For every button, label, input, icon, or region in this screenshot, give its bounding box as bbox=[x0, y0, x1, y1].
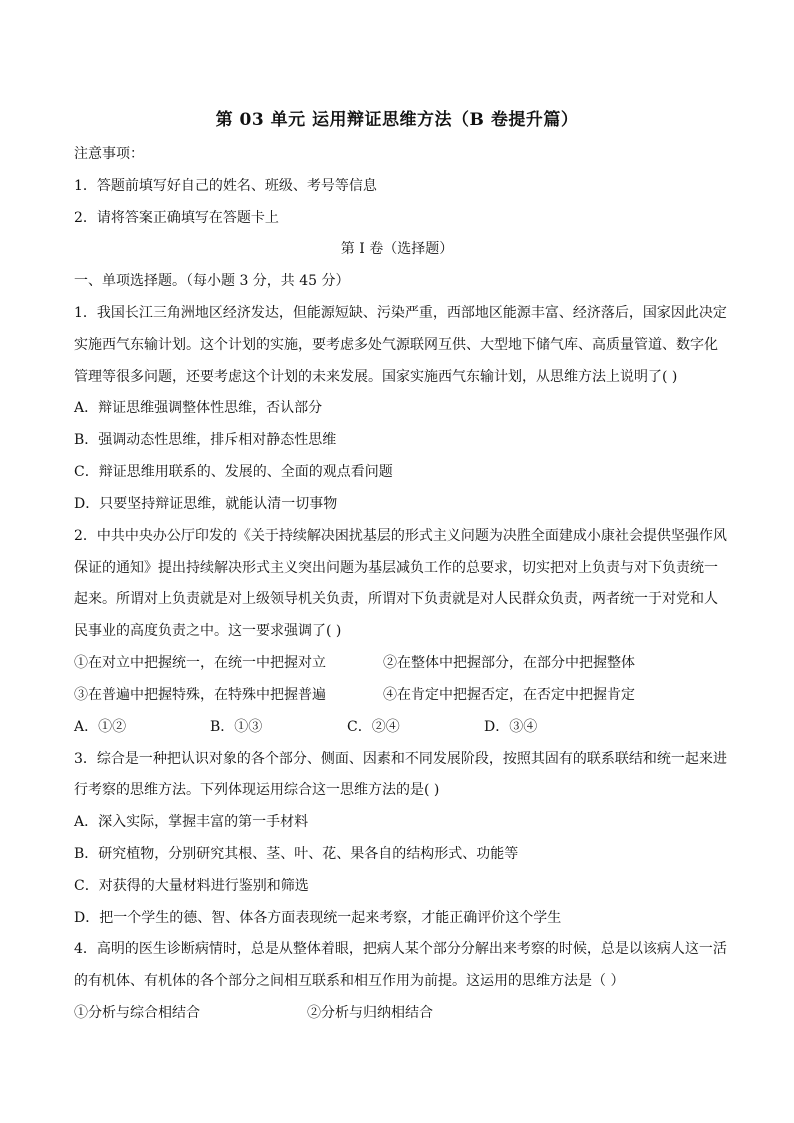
q2-item-1: ①在对立中把握统一，在统一中把握对立 bbox=[74, 655, 326, 671]
q2-item-3: ③在普遍中把握特殊，在特殊中把握普遍 bbox=[74, 687, 326, 703]
q1-stem-line: 实施西气东输计划。这个计划的实施，要考虑多处气源联网互供、大型地下储气库、高质量管道、数字化 bbox=[74, 337, 718, 353]
notice-item-1: 1．答题前填写好自己的姓名、班级、考号等信息 bbox=[74, 178, 377, 194]
volume-title: 第 I 卷（选择题） bbox=[340, 241, 454, 257]
q2-option-a: A．①② bbox=[74, 719, 127, 735]
q1-option-c: C．辩证思维用联系的、发展的、全面的观点看问题 bbox=[74, 464, 393, 480]
q1-stem-line: 1．我国长江三角洲地区经济发达，但能源短缺、污染严重，西部地区能源丰富、经济落后，国家因此决定 bbox=[74, 305, 727, 321]
q1-option-b: B．强调动态性思维，排斥相对静态性思维 bbox=[74, 432, 337, 448]
q3-option-c: C．对获得的大量材料进行鉴别和筛选 bbox=[74, 878, 309, 894]
page-title: 第 03 单元 运用辩证思维方法（B 卷提升篇） bbox=[215, 110, 579, 130]
q1-option-a: A．辩证思维强调整体性思维，否认部分 bbox=[74, 400, 323, 416]
q2-item-2: ②在整体中把握部分，在部分中把握整体 bbox=[383, 655, 635, 671]
q4-item-1: ①分析与综合相结合 bbox=[74, 1005, 200, 1021]
notice-heading: 注意事项： bbox=[74, 146, 144, 162]
q4-stem-line: 的有机体、有机体的各个部分之间相互联系和相互作用为前提。这运用的思维方法是（ ） bbox=[74, 973, 625, 989]
q2-stem-line: 2．中共中央办公厅印发的《关于持续解决困扰基层的形式主义问题为决胜全面建成小康社会提供坚强作风 bbox=[74, 528, 727, 544]
q4-item-2: ②分析与归纳相结合 bbox=[307, 1005, 433, 1021]
q2-stem-line: 民事业的高度负责之中。这一要求强调了( ) bbox=[74, 623, 342, 639]
notice-item-2: 2．请将答案正确填写在答题卡上 bbox=[74, 210, 279, 226]
q2-stem-line: 保证的通知》提出持续解决形式主义突出问题为基层减负工作的总要求，切实把对上负责与对下负责统一 bbox=[74, 560, 718, 576]
q2-option-c: C．②④ bbox=[347, 719, 400, 735]
q2-option-b: B．①③ bbox=[210, 719, 263, 735]
q4-stem-line: 4．高明的医生诊断病情时，总是从整体着眼，把病人某个部分分解出来考察的时候，总是以该病人这一活 bbox=[74, 941, 727, 957]
q2-stem-line: 起来。所谓对上负责就是对上级领导机关负责，所谓对下负责就是对人民群众负责，两者统一于对党和人 bbox=[74, 591, 718, 607]
q1-stem-line: 管理等很多问题，还要考虑这个计划的未来发展。国家实施西气东输计划，从思维方法上说明了( ) bbox=[74, 369, 678, 385]
q2-option-d: D．③④ bbox=[484, 719, 538, 735]
q3-option-d: D．把一个学生的德、智、体各方面表现统一起来考察，才能正确评价这个学生 bbox=[74, 910, 562, 926]
q1-option-d: D．只要坚持辩证思维，就能认清一切事物 bbox=[74, 496, 338, 512]
q3-stem-line: 3．综合是一种把认识对象的各个部分、侧面、因素和不同发展阶段，按照其固有的联系联结和统一起来进 bbox=[74, 751, 727, 767]
q3-option-a: A．深入实际，掌握丰富的第一手材料 bbox=[74, 814, 309, 830]
q3-stem-line: 行考察的思维方法。下列体现运用综合这一思维方法的是( ) bbox=[74, 782, 440, 798]
section-title: 一、单项选择题。（每小题 3 分，共 45 分） bbox=[74, 273, 350, 289]
q2-item-4: ④在肯定中把握否定，在否定中把握肯定 bbox=[383, 687, 635, 703]
q3-option-b: B．研究植物，分别研究其根、茎、叶、花、果各自的结构形式、功能等 bbox=[74, 846, 519, 862]
